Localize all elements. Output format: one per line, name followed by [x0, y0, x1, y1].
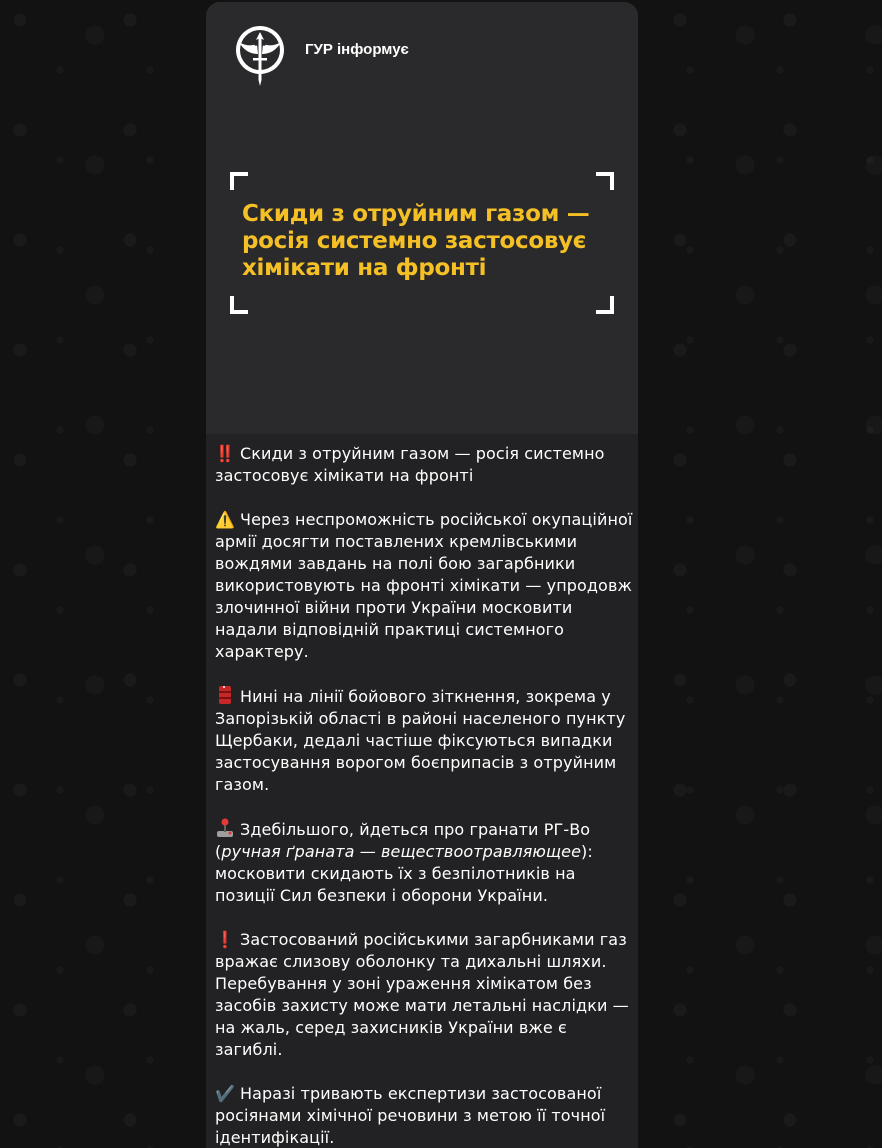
frame-corner-bottom-left	[230, 294, 250, 314]
paragraph-text: Через неспроможність російської окупаційної армії досягти поставлених кремлівськими вождями завдань на полі бою загарбники використовують на фронті хімікати — упродовж злочинної війни проти України московити надали відповідній практиці системного характеру.	[215, 510, 633, 661]
paragraph-text: Нині на лінії бойового зіткнення, зокрема у Запорізькій області в районі населеного пункту Щербаки, дедалі частіше фіксуються випадки застосування ворогом боєприпасів з отруйним газом.	[215, 687, 626, 794]
double-exclamation-icon: ‼️	[215, 444, 236, 463]
joystick-icon	[215, 818, 235, 838]
paragraph-text-italic: ручная ґраната — веществоотравляющее	[221, 842, 582, 861]
channel-name[interactable]: ГУР інформує	[305, 41, 409, 58]
post-paragraph	[215, 1083, 633, 1148]
frame-corner-top-right	[594, 172, 614, 192]
warning-icon: ⚠️	[215, 510, 236, 529]
oil-drum-icon	[215, 685, 235, 705]
post-paragraph	[215, 818, 633, 907]
paragraph-text-before: Здебільшого, йдеться про гранати РГ-Во (	[215, 820, 591, 861]
frame-corner-bottom-right	[594, 294, 614, 314]
post-paragraph	[215, 443, 633, 487]
paragraph-text: Наразі тривають експертизи застосованої росіянами хімічної речовини з метою її точної ідентифікації.	[215, 1084, 606, 1147]
paragraph-text-after: ): московити скидають їх з безпілотників на позиції Сил безпеки і оборони України.	[215, 842, 593, 905]
gur-owl-sword-emblem-icon	[231, 24, 289, 88]
post-paragraph	[215, 929, 633, 1061]
check-mark-icon: ✔️	[215, 1084, 236, 1103]
post-body	[215, 443, 633, 1148]
preview-headline: Скиди з отруйним газом — росія системно застосовує хімікати на фронті	[242, 201, 590, 281]
frame-corner-top-left	[230, 172, 250, 192]
paragraph-text: Застосований російськими загарбниками газ вражає слизову оболонку та дихальні шляхи. Перебування у зоні ураження хімікатом без засобів захисту може мати летальні наслідки — на жаль, серед захисників України вже є загиблі.	[215, 930, 629, 1059]
post-title-text: Скиди з отруйним газом — росія системно застосовує хімікати на фронті	[215, 444, 605, 485]
channel-post-message	[206, 2, 638, 1148]
post-preview-image[interactable]	[206, 2, 638, 434]
post-paragraph	[215, 685, 633, 796]
exclamation-icon: ❗️	[215, 930, 236, 949]
post-paragraph	[215, 509, 633, 663]
